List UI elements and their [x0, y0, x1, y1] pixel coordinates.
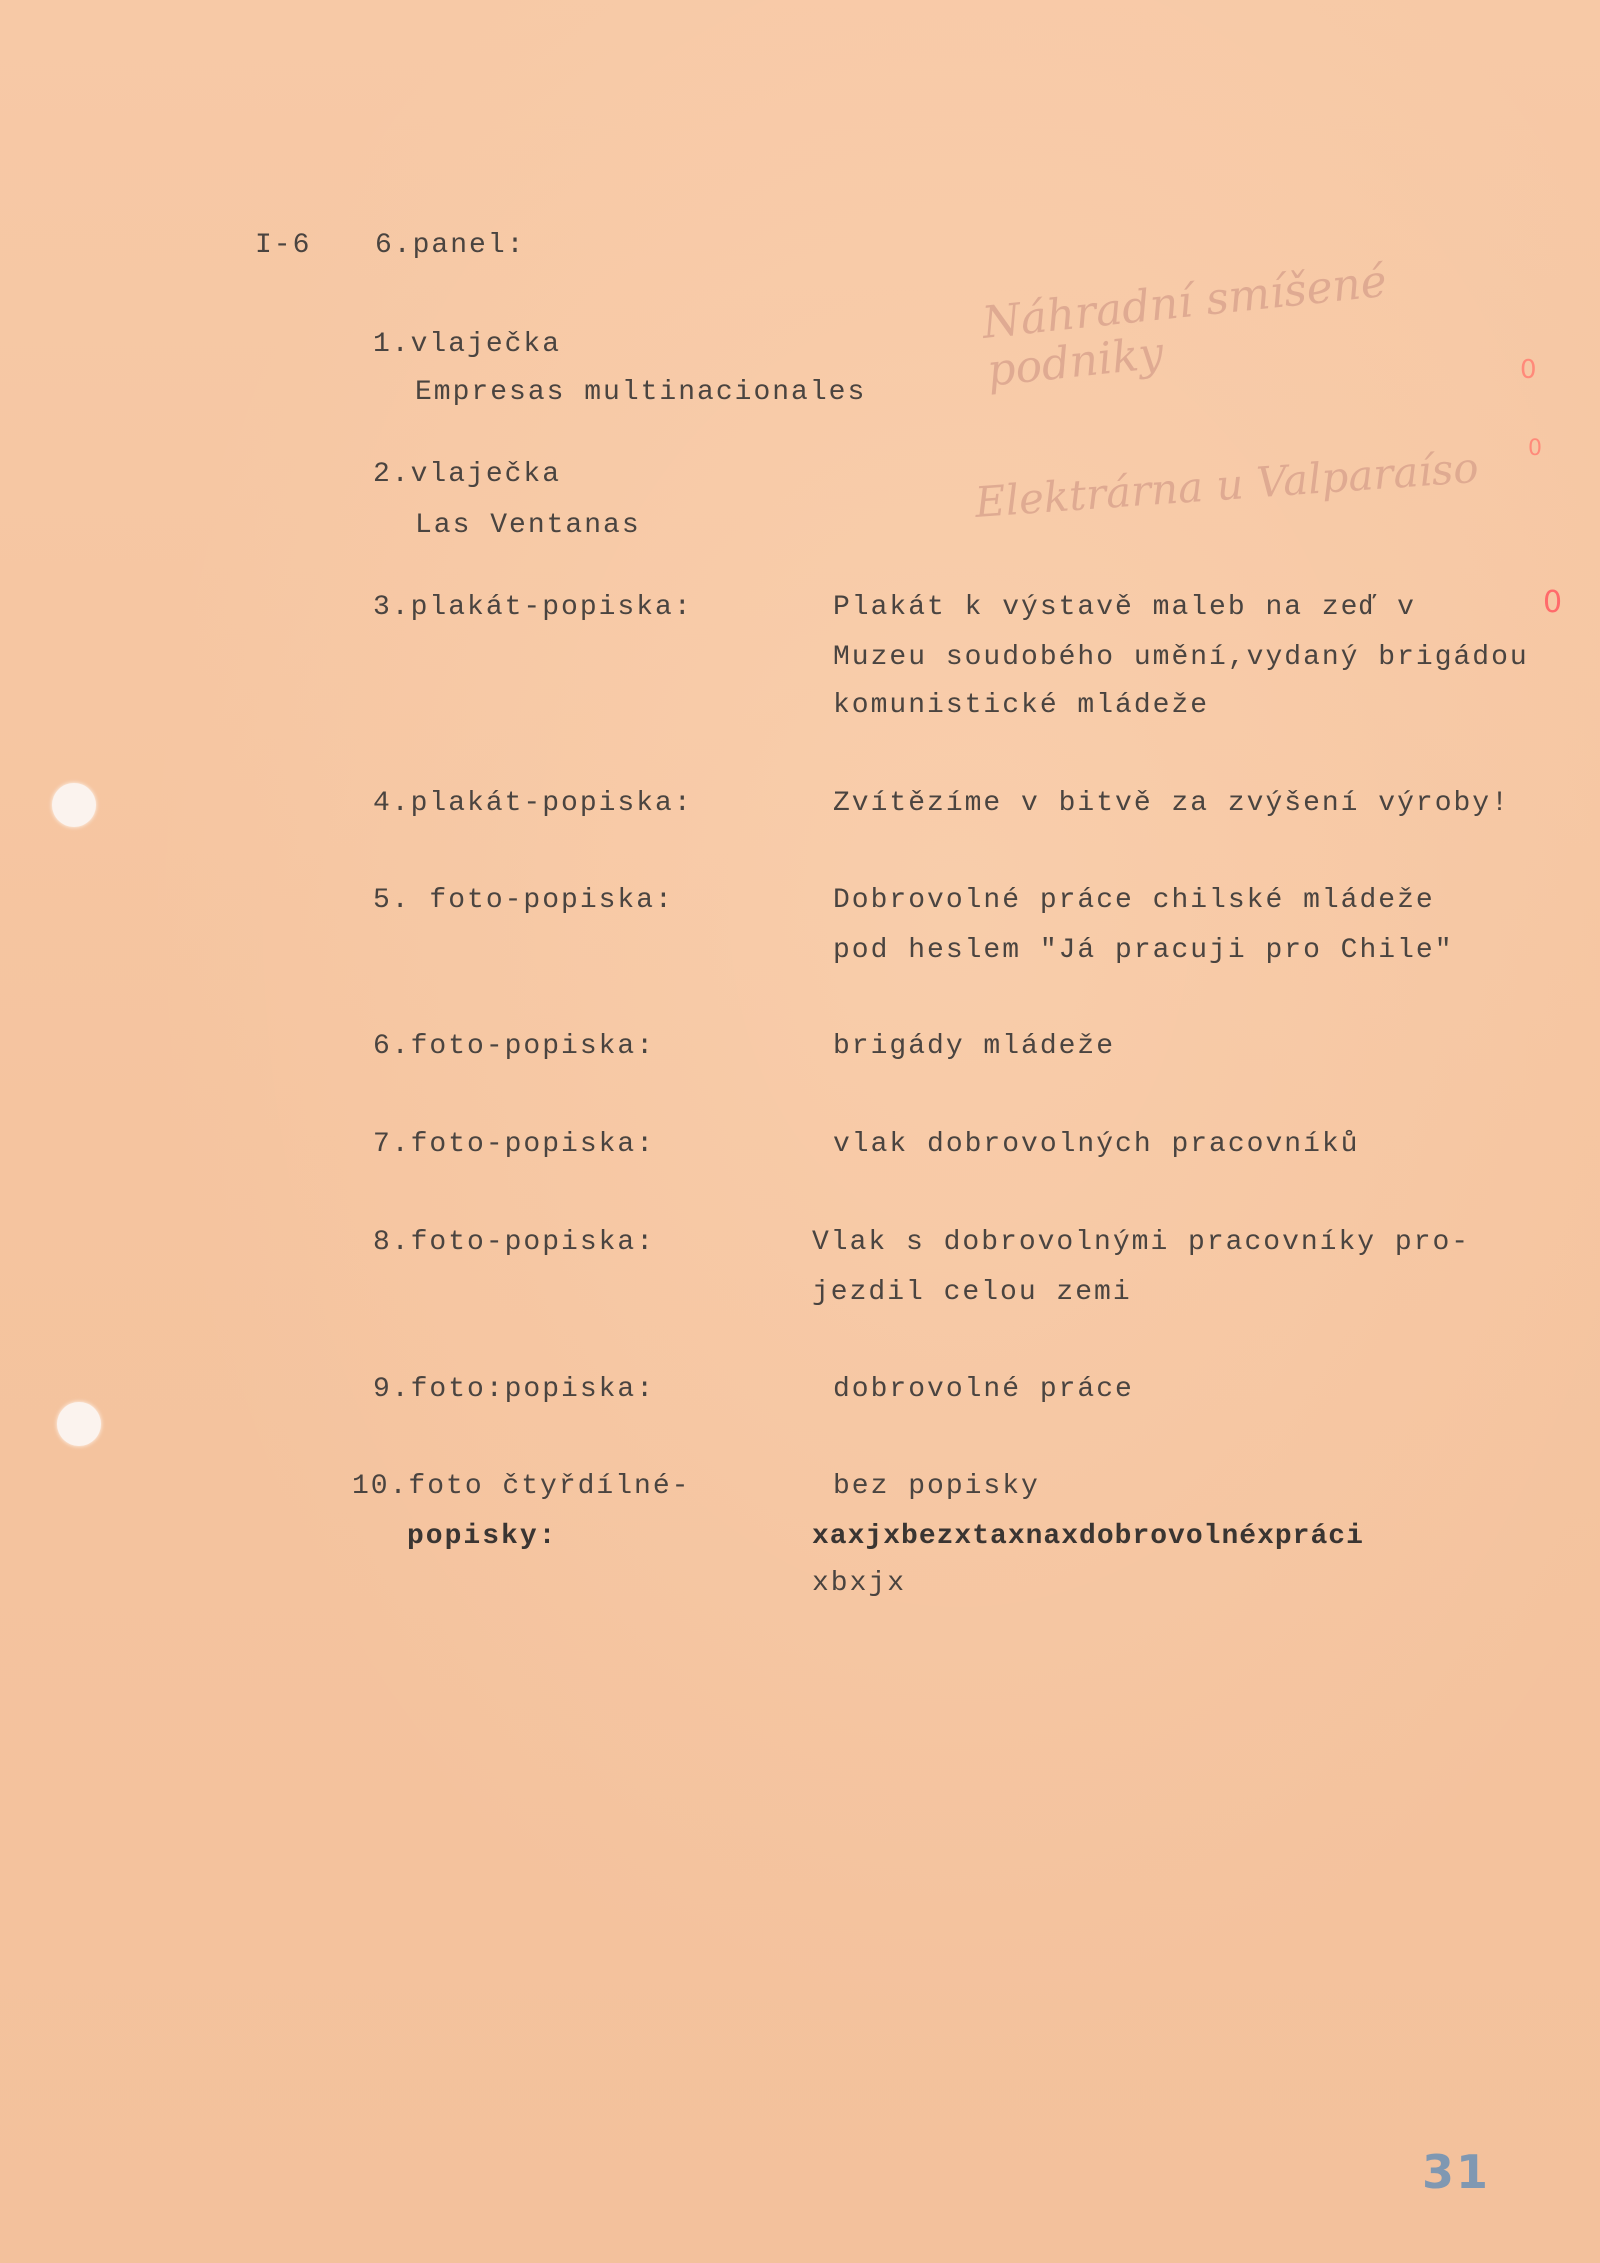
item-8-text-line-2: jezdil celou zemi: [812, 1277, 1132, 1308]
panel-heading: 6.panel:: [375, 230, 526, 261]
item-6-label: 6.foto-popiska:: [373, 1031, 656, 1062]
item-4-text-line-1: Zvítězíme v bitvě za zvýšení výroby!: [833, 788, 1510, 819]
item-6-text-line-1: brigády mládeže: [833, 1031, 1116, 1062]
punch-hole-bottom: [57, 1402, 101, 1446]
item-10-text-line-1: bez popisky: [833, 1471, 1040, 1502]
item-10-text-line-3: xbxjx: [812, 1568, 907, 1599]
margin-mark-1: 0: [1520, 355, 1537, 385]
item-8-text-line-1: Vlak s dobrovolnými pracovníky pro-: [812, 1227, 1471, 1258]
margin-mark-2: 0: [1528, 436, 1542, 461]
item-9-text-line-1: dobrovolné práce: [833, 1374, 1134, 1405]
item-10-label: 10.foto čtyřdílné-: [352, 1471, 691, 1502]
item-1-sub: Empresas multinacionales: [415, 377, 867, 408]
punch-hole-top: [52, 783, 96, 827]
item-5-text-line-2: pod heslem "Já pracuji pro Chile": [833, 935, 1454, 966]
item-7-label: 7.foto-popiska:: [373, 1129, 656, 1160]
item-1-label: 1.vlaječka: [373, 329, 562, 360]
page-number: 31: [1422, 2145, 1491, 2199]
item-5-label: 5. foto-popiska:: [373, 885, 674, 916]
item-3-text-line-1: Plakát k výstavě maleb na zeď v: [833, 592, 1416, 623]
item-3-text-line-2: Muzeu soudobého umění,vydaný brigádou: [833, 642, 1529, 673]
item-3-text-line-3: komunistické mládeže: [833, 690, 1210, 721]
item-2-label: 2.vlaječka: [373, 459, 562, 490]
item-4-label: 4.plakát-popiska:: [373, 788, 693, 819]
item-3-label: 3.plakát-popiska:: [373, 592, 693, 623]
item-7-text-line-1: vlak dobrovolných pracovníků: [833, 1129, 1360, 1160]
margin-mark-3: 0: [1543, 585, 1563, 620]
handwritten-note-1: Náhradní smíšené podniky: [979, 255, 1390, 398]
item-9-label: 9.foto:popiska:: [373, 1374, 656, 1405]
document-ref: I-6: [255, 230, 312, 261]
item-2-sub: Las Ventanas: [415, 510, 641, 541]
item-10-text-line-2: xaxjxbezxtaxnaxdobrovolnéxpráci: [812, 1521, 1364, 1552]
item-10-label-struck: popisky:: [407, 1521, 558, 1552]
handwritten-note-2: Elektrárna u Valparaíso: [973, 442, 1481, 527]
item-5-text-line-1: Dobrovolné práce chilské mládeže: [833, 885, 1435, 916]
item-8-label: 8.foto-popiska:: [373, 1227, 656, 1258]
